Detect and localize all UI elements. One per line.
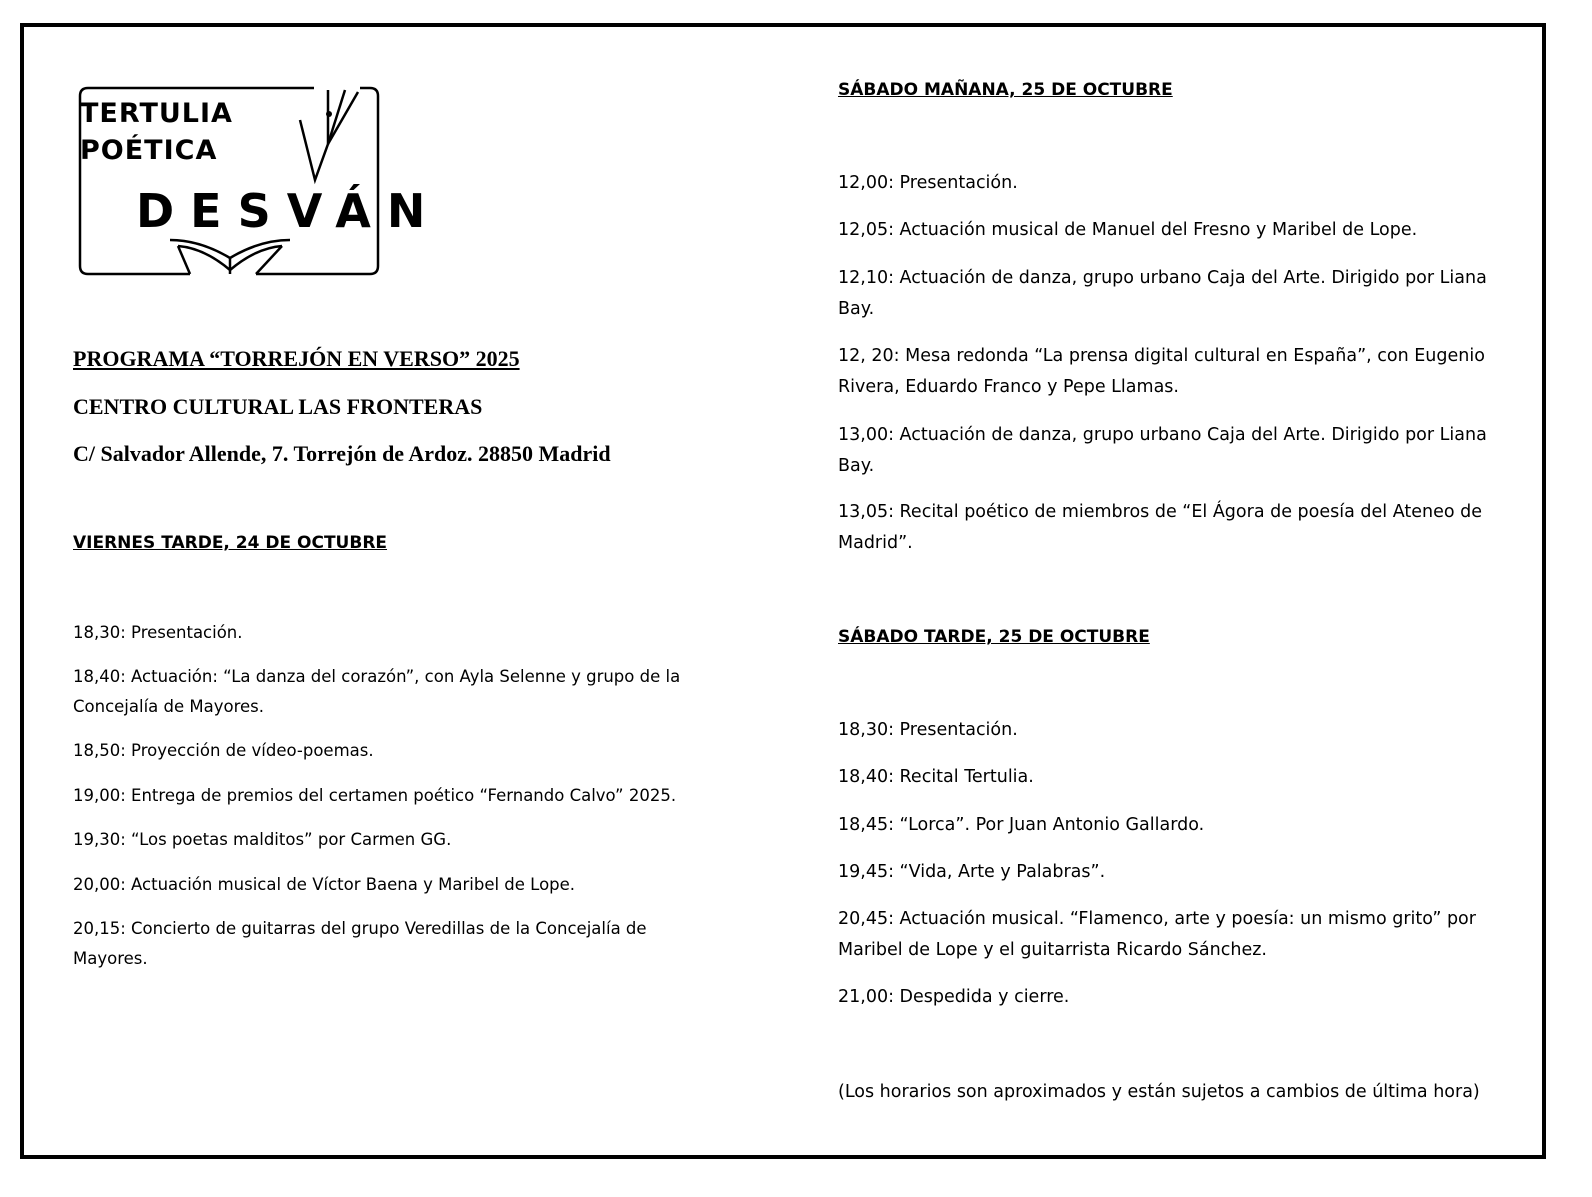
saturday-afternoon-heading: SÁBADO TARDE, 25 DE OCTUBRE	[838, 627, 1150, 647]
logo-line-3: DESVÁN	[136, 184, 442, 238]
list-item: 12, 20: Mesa redonda “La prensa digital cultural en España”, con Eugenio Rivera, Eduardo Franco y Pepe Llamas.	[838, 346, 1485, 397]
tertulia-logo	[70, 80, 442, 285]
list-item: 18,45: “Lorca”. Por Juan Antonio Gallardo.	[838, 815, 1205, 835]
list-item: 20,00: Actuación musical de Víctor Baena y Maribel de Lope.	[73, 875, 576, 894]
list-item: 20,45: Actuación musical. “Flamenco, arte y poesía: un mismo grito” por Maribel de Lope y el guitarrista Ricardo Sánchez.	[838, 909, 1476, 960]
saturday-morning-heading: SÁBADO MAÑANA, 25 DE OCTUBRE	[838, 80, 1173, 100]
logo-line-2: POÉTICA	[80, 135, 218, 166]
friday-heading: VIERNES TARDE, 24 DE OCTUBRE	[73, 533, 388, 553]
program-title: PROGRAMA “TORREJÓN EN VERSO” 2025	[73, 346, 520, 371]
list-item: 21,00: Despedida y cierre.	[838, 987, 1070, 1007]
list-item: 12,10: Actuación de danza, grupo urbano Caja del Arte. Dirigido por Liana Bay.	[838, 268, 1487, 319]
list-item: 19,45: “Vida, Arte y Palabras”.	[838, 862, 1106, 882]
list-item: 12,00: Presentación.	[838, 173, 1018, 193]
list-item: 18,30: Presentación.	[838, 720, 1018, 740]
list-item: 18,50: Proyección de vídeo-poemas.	[73, 741, 374, 760]
venue-address: C/ Salvador Allende, 7. Torrejón de Ardoz. 28850 Madrid	[73, 441, 611, 466]
venue-name: CENTRO CULTURAL LAS FRONTERAS	[73, 394, 483, 419]
list-item: 18,40: Recital Tertulia.	[838, 767, 1034, 787]
list-item: 19,00: Entrega de premios del certamen poético “Fernando Calvo” 2025.	[73, 786, 677, 805]
logo-line-1: TERTULIA	[80, 98, 233, 129]
list-item: 13,05: Recital poético de miembros de “El Ágora de poesía del Ateneo de Madrid”.	[838, 502, 1482, 553]
list-item: 19,30: “Los poetas malditos” por Carmen GG.	[73, 830, 452, 849]
list-item: 13,00: Actuación de danza, grupo urbano Caja del Arte. Dirigido por Liana Bay.	[838, 425, 1487, 476]
list-item: 12,05: Actuación musical de Manuel del Fresno y Maribel de Lope.	[838, 220, 1418, 240]
list-item: 20,15: Concierto de guitarras del grupo Veredillas de la Concejalía de Mayores.	[73, 919, 647, 968]
schedule-note: (Los horarios son aproximados y están sujetos a cambios de última hora)	[838, 1082, 1480, 1102]
list-item: 18,30: Presentación.	[73, 623, 243, 642]
list-item: 18,40: Actuación: “La danza del corazón”, con Ayla Selenne y grupo de la Concejalía de Mayores.	[73, 667, 681, 716]
